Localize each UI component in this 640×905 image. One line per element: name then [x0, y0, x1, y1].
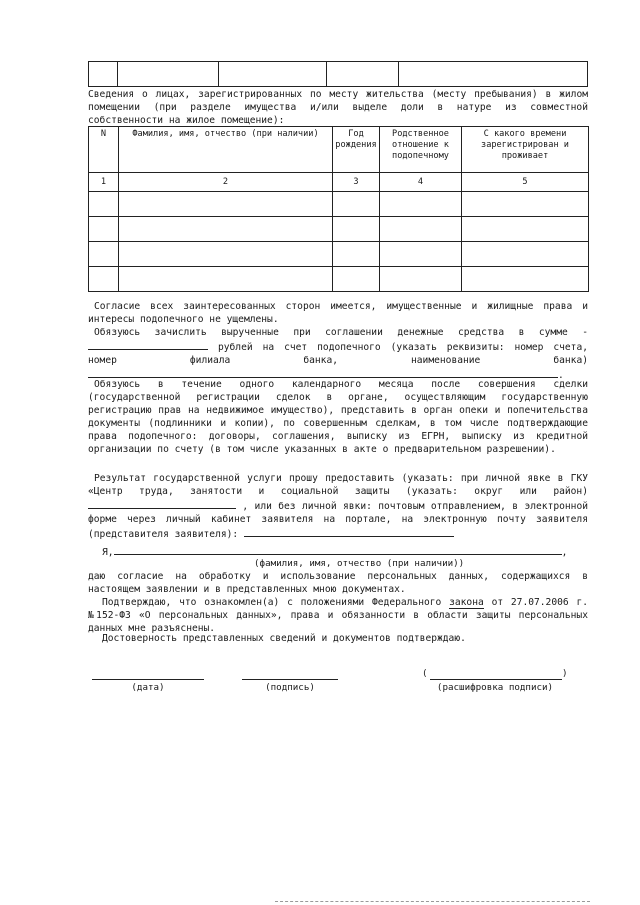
- law-link[interactable]: закона: [449, 597, 484, 608]
- header-relation: Родственное отношение к подопечному: [380, 127, 462, 173]
- table-cell[interactable]: [333, 242, 380, 267]
- table-cell[interactable]: [89, 217, 119, 242]
- header-registered-since: С какого времени зарегистрирован и проживает: [462, 127, 589, 173]
- result-delivery-paragraph: [88, 472, 588, 541]
- persons-intro: Сведения о лицах, зарегистрированных по месту жительства (месту пребывания) в жилом помещении (при разделе имущества и/или выделе доли в натуре из совместной собственности на жилое помещение):: [88, 89, 588, 126]
- signature-caption: (подпись): [265, 682, 315, 693]
- table-cell[interactable]: [119, 267, 333, 292]
- law-paragraph: [88, 596, 588, 635]
- date-caption: (дата): [131, 682, 165, 693]
- decode-close-paren: ): [562, 668, 568, 679]
- obligation-transfer-paragraph: Обязуюсь зачислить вырученные при соглашении денежные средства в сумме - рублей на счет подопечного (указать реквизиты: номер счета, номер филиала банка, наименование банка) .: [88, 327, 589, 381]
- obligation-text: рублей на счет подопечного (указать реквизиты: номер счета, номер филиала банка, наименование банка): [88, 342, 589, 366]
- table-cell[interactable]: [119, 217, 333, 242]
- table-cell: [219, 62, 327, 87]
- result-text: Результат государственной услуги прошу предоставить (указать: при личной явке в ГКУ «Центр труда, занятости и социальной защиты (указать: округ или район): [88, 473, 588, 497]
- signature-field[interactable]: [242, 678, 338, 680]
- column-numbers-row: [89, 173, 589, 192]
- consent-paragraph: Согласие всех заинтересованных сторон имеется, имущественные и жилищные права и интересы подопечного не ущемлены.: [88, 301, 588, 325]
- table-cell: [327, 62, 399, 87]
- table-cell[interactable]: [89, 192, 119, 217]
- table-row: [89, 62, 588, 87]
- table-cell[interactable]: [89, 267, 119, 292]
- table-cell: [89, 62, 118, 87]
- table-cell: [399, 62, 588, 87]
- pd-consent-paragraph: даю согласие на обработку и использование персональных данных, содержащихся в настоящем заявлении и в представленных мною документах.: [88, 571, 588, 595]
- header-birth-year: Год рождения: [333, 127, 380, 173]
- page-edge-artifact: [275, 901, 590, 902]
- table-cell[interactable]: [119, 242, 333, 267]
- delivery-method-field[interactable]: [244, 526, 454, 537]
- table-row[interactable]: [89, 267, 589, 292]
- amount-field[interactable]: [88, 339, 208, 350]
- full-name-field[interactable]: [114, 544, 562, 555]
- table-row[interactable]: [89, 242, 589, 267]
- column-number: 2: [119, 173, 333, 192]
- table-cell[interactable]: [462, 192, 589, 217]
- date-field[interactable]: [92, 678, 204, 680]
- table-cell[interactable]: [333, 267, 380, 292]
- applicant-name-line: Я, ,: [88, 544, 588, 559]
- header-number: N: [89, 127, 119, 173]
- district-field[interactable]: [88, 498, 236, 509]
- table-cell[interactable]: [380, 217, 462, 242]
- table-cell[interactable]: [380, 242, 462, 267]
- table-header-row: [89, 127, 589, 173]
- obligation-documents-paragraph: Обязуюсь в течение одного календарного месяца после совершения сделки (государственной регистрации сделок в органе, осуществляющим государственную регистрацию прав на недвижимое имущество), представить в орган опеки и попечительства документы (подлинники и копии), по совершенным сделкам, в том числе подтверждающие права подопечного: договоры, соглашения, выписку из ЕГРН, выписку из кредитной организации по счету (в том числе указанных в акте о предварительном разрешении).: [88, 379, 588, 455]
- property-table-remainder: [88, 61, 588, 87]
- column-number: 5: [462, 173, 589, 192]
- full-name-caption: (фамилия, имя, отчество (при наличии)): [254, 558, 465, 569]
- table-cell[interactable]: [380, 192, 462, 217]
- header-full-name: Фамилия, имя, отчество (при наличии): [119, 127, 333, 173]
- column-number: 3: [333, 173, 380, 192]
- table-cell[interactable]: [380, 267, 462, 292]
- signature-decode-caption: (расшифровка подписи): [436, 682, 554, 693]
- signature-decode-field[interactable]: [430, 678, 562, 680]
- table-cell[interactable]: [89, 242, 119, 267]
- column-number: 4: [380, 173, 462, 192]
- table-row[interactable]: [89, 192, 589, 217]
- obligation-text: Обязуюсь зачислить вырученные при соглашении денежные средства в сумме -: [94, 327, 588, 338]
- table-cell[interactable]: [333, 192, 380, 217]
- table-cell: [117, 62, 219, 87]
- bank-details-field[interactable]: [88, 367, 558, 378]
- column-number: 1: [89, 173, 119, 192]
- decode-open-paren: (: [422, 668, 428, 679]
- table-cell[interactable]: [462, 217, 589, 242]
- law-text: от 27.07.2006 г. №152-ФЗ «О персональных данных», права и обязанности в области защиты персональных данных мне разъяснены.: [88, 597, 589, 634]
- registered-persons-table: [88, 126, 589, 292]
- result-text: , или без личной явки: почтовым отправлением, в электронной форме через личный кабинет заявителя на портале, на электронную почту заявителя (представителя заявителя):: [88, 501, 589, 540]
- table-cell[interactable]: [462, 267, 589, 292]
- table-row[interactable]: [89, 217, 589, 242]
- table-cell[interactable]: [333, 217, 380, 242]
- ya-label: Я,: [102, 547, 114, 558]
- law-text: Подтверждаю, что ознакомлен(а) с положениями Федерального: [102, 597, 442, 608]
- table-cell[interactable]: [119, 192, 333, 217]
- table-cell[interactable]: [462, 242, 589, 267]
- reliability-paragraph: Достоверность представленных сведений и документов подтверждаю.: [102, 633, 466, 644]
